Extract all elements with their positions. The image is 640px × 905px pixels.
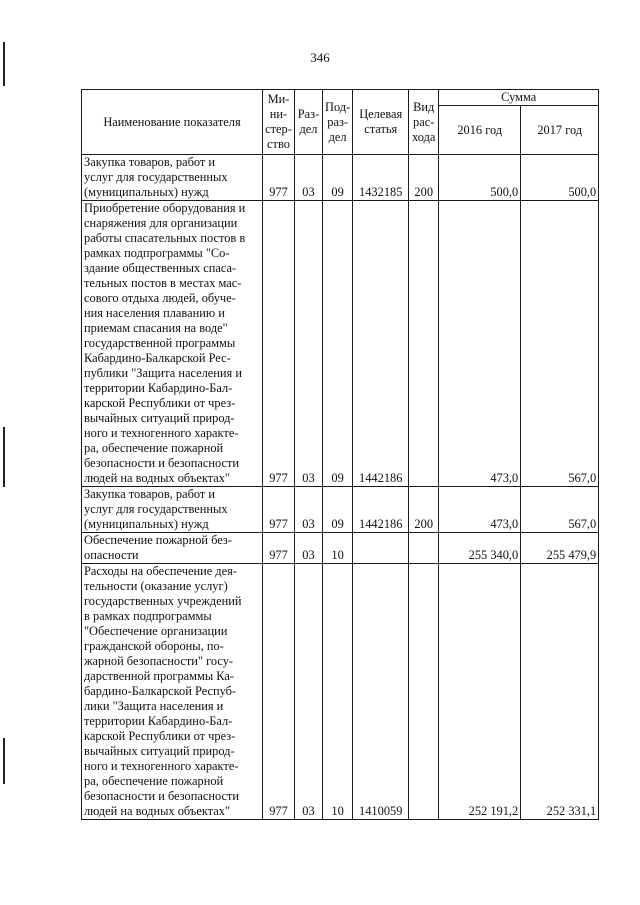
header-expense-type: Вид рас- хода	[409, 90, 439, 155]
table-row	[82, 487, 599, 533]
cell-name: Закупка товаров, работ и услуг для государственных (муниципальных) нужд	[82, 487, 263, 533]
header-year-2016: 2016 год	[439, 106, 521, 155]
cell-section: 03	[295, 564, 323, 820]
cell-subsection: 10	[323, 564, 353, 820]
cell-ministry: 977	[263, 564, 295, 820]
cell-target-article: 1410059	[353, 564, 409, 820]
margin-bar-top	[3, 42, 5, 86]
cell-expense-type: 200	[409, 155, 439, 201]
cell-section: 03	[295, 487, 323, 533]
cell-subsection: 09	[323, 487, 353, 533]
cell-2016: 473,0	[439, 487, 521, 533]
cell-2016: 255 340,0	[439, 533, 521, 564]
cell-target-article: 1442186	[353, 487, 409, 533]
cell-target-article: 1442186	[353, 201, 409, 487]
cell-2017: 252 331,1	[521, 564, 599, 820]
cell-ministry: 977	[263, 155, 295, 201]
cell-ministry: 977	[263, 487, 295, 533]
margin-bar-middle	[3, 427, 5, 487]
header-year-2017: 2017 год	[521, 106, 599, 155]
cell-subsection: 09	[323, 155, 353, 201]
header-target-article: Целевая статья	[353, 90, 409, 155]
cell-section: 03	[295, 201, 323, 487]
table-row	[82, 564, 599, 820]
cell-expense-type	[409, 564, 439, 820]
page-number: 346	[310, 50, 330, 65]
cell-section: 03	[295, 155, 323, 201]
margin-bar-bottom	[3, 738, 5, 784]
cell-2016: 473,0	[439, 201, 521, 487]
cell-2016: 252 191,2	[439, 564, 521, 820]
header-ministry: Ми- ни- стер- ство	[263, 90, 295, 155]
cell-2017: 567,0	[521, 201, 599, 487]
cell-name: Приобретение оборудования и снаряжения для организации работы спасательных постов в рамках подпрограммы "Со- здание общественных спаса- тельных постов в местах мас- сового отдыха людей, обуче- ния населения плаванию и приемам спасания на воде" государственной программы Кабардино-Балкарской Рес- публики "Защита населения и территории Кабардино-Бал- карской Республики от чрез- вычайных ситуаций природ- ного и техногенного характе- ра, обеспечение пожарной безопасности и безопасности людей на водных объектах"	[82, 201, 263, 487]
cell-2017: 500,0	[521, 155, 599, 201]
cell-expense-type	[409, 533, 439, 564]
cell-name: Расходы на обеспечение дея- тельности (оказание услуг) государственных учреждений в рамках подпрограммы "Обеспечение организации гражданской обороны, по- жарной безопасности" госу- дарственной программы Ка- бардино-Балкарской Респуб- лики "Защита населения и территории Кабардино-Бал- карской Республики от чрез- вычайных ситуаций природ- ного и техногенного характе- ра, обеспечение пожарной безопасности и безопасности людей на водных объектах"	[82, 564, 263, 820]
cell-expense-type: 200	[409, 487, 439, 533]
table-row	[82, 201, 599, 487]
cell-subsection: 10	[323, 533, 353, 564]
header-section: Раз- дел	[295, 90, 323, 155]
cell-2017: 255 479,9	[521, 533, 599, 564]
cell-2017: 567,0	[521, 487, 599, 533]
cell-2016: 500,0	[439, 155, 521, 201]
cell-name: Обеспечение пожарной без- опасности	[82, 533, 263, 564]
cell-section: 03	[295, 533, 323, 564]
table-row	[82, 533, 599, 564]
cell-name: Закупка товаров, работ и услуг для государственных (муниципальных) нужд	[82, 155, 263, 201]
cell-target-article	[353, 533, 409, 564]
budget-table	[81, 89, 599, 820]
header-name: Наименование показателя	[82, 90, 263, 155]
table-row	[82, 155, 599, 201]
cell-subsection: 09	[323, 201, 353, 487]
cell-ministry: 977	[263, 201, 295, 487]
header-subsection: Под- раз- дел	[323, 90, 353, 155]
cell-ministry: 977	[263, 533, 295, 564]
header-sum: Сумма	[439, 90, 599, 106]
cell-expense-type	[409, 201, 439, 487]
cell-target-article: 1432185	[353, 155, 409, 201]
